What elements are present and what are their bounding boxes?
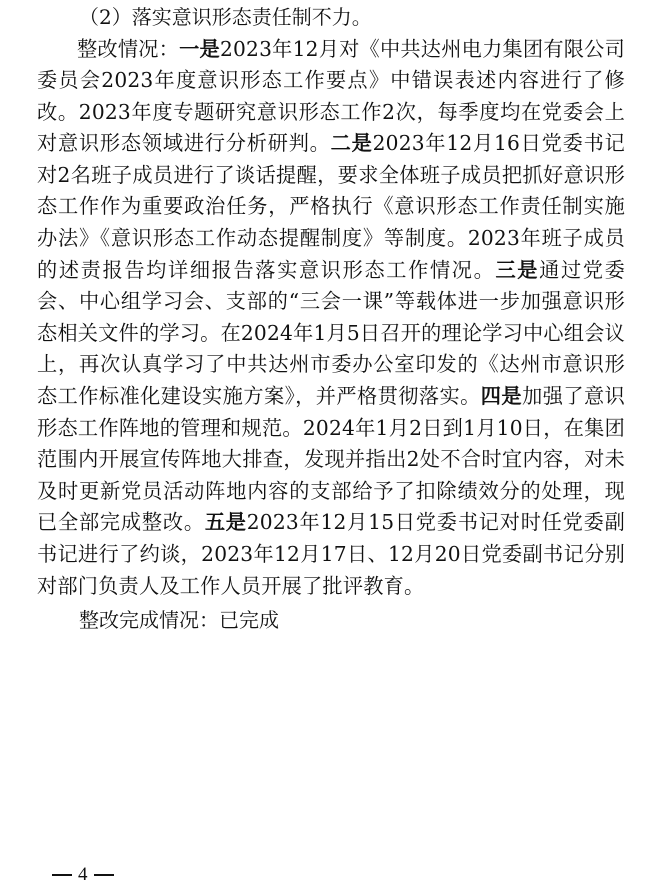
page-number: 4 xyxy=(78,864,88,885)
point-3-text: 通过党委会、中心组学习会、支部的“三会一课”等载体进一步加强意识形态相关文件的学习。在2024年1月5日召开的理论学习中心组会议上，再次认真学习了中共达州市委办公室印发的《达州市意识形态工作标准化建设实施方案》，并严格贯彻落实。 xyxy=(37,257,626,409)
point-2-text: 2023年12月16日党委书记对2名班子成员进行了谈话提醒，要求全体班子成员把抓好意识形态工作作为重要政治任务，严格执行《意识形态工作责任制实施办法》《意识形态工作动态提醒制度》等制度。2023年班子成员的述责报告均详细报告落实意识形态工作情况。 xyxy=(37,131,625,282)
point-4-text: 加强了意识形态工作阵地的管理和规范。2024年1月2日到1月10日，在集团范围内开展宣传阵地大排查，发现并指出2处不合时宜内容，对未及时更新党员活动阵地内容的支部给予了扣除绩效分的处理，现已全部完成整改。 xyxy=(37,384,625,535)
point-2-label: 二是 xyxy=(330,131,373,156)
point-3-label: 三是 xyxy=(495,257,540,282)
document-page xyxy=(37,2,625,637)
rectification-label: 整改情况： xyxy=(77,36,180,61)
point-5-text: 2023年12月15日党委书记对时任党委副书记进行了约谈，2023年12月17日、12月20日党委副书记分别对部门负责人及工作人员开展了批评教育。 xyxy=(37,510,625,598)
point-1-label: 一是 xyxy=(179,36,220,61)
rectification-paragraph xyxy=(37,34,625,603)
section-heading: （2）落实意识形态责任制不力。 xyxy=(79,5,372,29)
completion-status: 整改完成情况：已完成 xyxy=(79,608,279,633)
point-1-text: 2023年12月对《中共达州电力集团有限公司委员会2023年度意识形态工作要点》中错误表述内容进行了修改。2023年度专题研究意识形态工作2次，每季度均在党委会上对意识形态领域进行分析研判。 xyxy=(37,36,625,156)
page-footer xyxy=(52,862,114,887)
point-4-label: 四是 xyxy=(480,384,523,409)
point-5-label: 五是 xyxy=(204,510,247,535)
footer-dash-left xyxy=(52,874,72,876)
footer-dash-right xyxy=(94,874,114,876)
